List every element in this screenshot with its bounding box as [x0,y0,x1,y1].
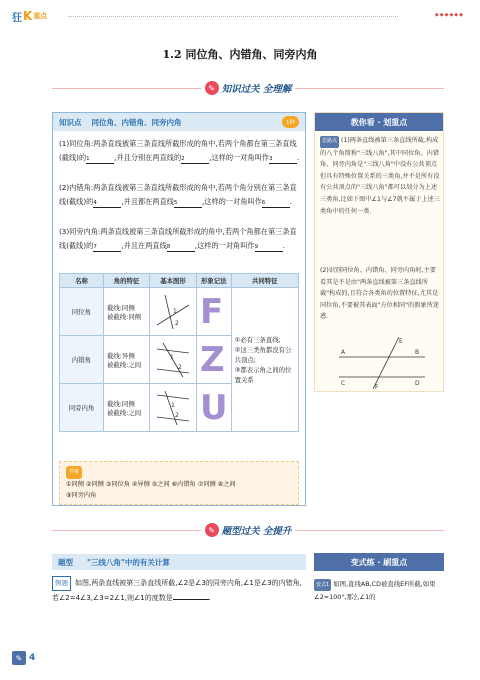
variant-tag: 变式1 [314,579,331,591]
banner-line-left [52,88,201,89]
svg-text:2: 2 [178,363,182,371]
page-number-value: 4 [29,653,36,663]
th-name: 名称 [60,274,104,288]
banner-text: 知识过关 全理解 [221,84,292,95]
knowledge-label: 知识点 [59,117,82,127]
logo-k: K [23,9,33,23]
svg-text:2: 2 [175,411,179,419]
answers-tag: 答案 [66,466,82,479]
question-type-label: 题型 [58,557,73,567]
th-feature: 角的特征 [104,274,150,288]
knowledge-banner [52,80,444,96]
tip-figure [337,335,427,391]
practice-banner [52,522,444,538]
blank-2[interactable]: 2 [181,155,209,164]
example-question: 例题 如图,两条直线被第三条直线所截,∠2是∠3的同旁内角,∠1是∠3的内错角,若∠2=4∠3,∠3=2∠1,则∠1的度数是 . [52,576,306,605]
tip-header: 教你看 · 划重点 [315,113,443,131]
brand-logo [12,9,60,23]
row-name: 内错角 [60,336,104,384]
header-divider [68,16,398,17]
tip-body-2: (2)识别同位角、内错角、同旁内角时,主要看其是不是由"两条直线被第三条直线所截"构成的,且符合各类角的位置特征,尤其是同位角,不要被其表面"方位相同"的假象所迷惑. [320,267,440,321]
mnemonic-letter: Z [197,336,232,384]
banner-text: 题型过关 全提升 [221,526,292,537]
answers-line-2: ⑨同旁内角 [66,492,97,499]
answers-line-1: ①同侧 ②同侧 ③同位角 ④异侧 ⑤之间 ⑥内错角 ⑦同侧 ⑧之间 [66,481,236,488]
tip-box [314,112,444,392]
row-feature: 截线:异侧 被截线:之间 [104,336,150,384]
logo-text-a: 狂 [12,12,22,24]
th-common: 共同特征 [231,274,298,288]
blank-4[interactable]: 4 [93,199,121,208]
example-tag: 例题 [52,576,71,591]
banner-line-right [295,530,444,531]
svg-text:A: A [341,349,346,356]
blank-3[interactable]: 3 [269,155,297,164]
svg-text:E: E [399,338,403,345]
section-title: 1.2 同位角、内错角、同旁内角 [162,48,318,61]
knowledge-title: 同位角、内错角、同旁内角 [91,117,182,127]
definition-3: (3)同旁内角:两条直线被第三条直线所截形成的角中,若两个角都在第三条直线(截线)的7 ,并且在两直线8 ,这样的一对角叫作9 . [59,227,297,250]
knowledge-header [53,113,305,131]
variant-header: 变式练 · 刷重点 [314,553,444,571]
row-name: 同旁内角 [60,384,104,432]
figure-interior [150,384,197,432]
angle-table [59,273,299,432]
knowledge-pill: 1种 [282,116,299,128]
definition-1: (1)同位角:两条直线被第三条直线所截形成的角中,若两个角都在第三条直线(截线)的1 ,并且分别在两直线的2 ,这样的一对角叫作3 . [59,139,300,162]
row-feature: 截线:同侧 被截线:之间 [104,384,150,432]
figure-corresponding [150,288,197,336]
knowledge-box [52,112,306,506]
svg-text:C: C [341,380,346,387]
common-features: ①必有三条直线; ②这三类角都没有公共顶点; ③都表示角之间的位置关系 [231,288,298,432]
page-icon: ✎ [12,651,26,665]
svg-text:B: B [415,349,420,356]
header-decoration: ◆◆◆◆◆◆ [434,12,464,18]
answers-box [59,461,299,505]
figure-alternate [150,336,197,384]
mnemonic-letter: F [197,288,232,336]
svg-text:1: 1 [170,353,174,361]
mnemonic-letter: U [197,384,232,432]
example-answer-blank[interactable] [173,591,209,600]
blank-5[interactable]: 5 [174,199,202,208]
page-number [12,650,42,666]
th-mnemonic: 形象记法 [197,274,232,288]
blank-9[interactable]: 9 [255,243,283,252]
blank-7[interactable]: 7 [93,243,121,252]
blank-1[interactable]: 1 [86,155,114,164]
svg-text:1: 1 [171,401,175,409]
row-name: 同位角 [60,288,104,336]
logo-text-rest: 重点 [33,12,48,20]
question-type-title: "三线八角"中的有关计算 [87,557,170,567]
svg-text:1: 1 [173,307,177,315]
question-type-header [52,554,306,570]
svg-text:2: 2 [175,319,179,327]
pen-icon: ✎ [205,523,219,537]
banner-line-left [52,530,201,531]
tip-body: 思路点 (1)两条直线被第三条直线所截,构成的八个角简称"三线八角",其中同位角、内错角、同旁内角是"三线八角"中没有公共顶点但具有特殊位置关系的三类角,并不是所有没有公共顶点的"三线八角"都可以划分为上述三类角,比如下图中∠1与∠7就不属于上述三类角中的任何一类. [320,137,440,215]
banner-line-right [295,88,444,89]
th-figure: 基本图形 [150,274,197,288]
svg-text:D: D [415,380,420,387]
tip-tag: 思路点 [320,136,339,148]
blank-8[interactable]: 8 [167,243,195,252]
svg-text:F: F [375,384,379,391]
pen-icon: ✎ [205,81,219,95]
blank-6[interactable]: 6 [262,199,290,208]
variant-question: 变式1 如图,直线AB,CD被直线EF所截,如果∠2=100°,那么∠1的 [314,580,436,601]
row-feature: 截线:同侧 被截线:同侧 [104,288,150,336]
definition-2: (2)内错角:两条直线被第三条直线所截形成的角中,若两个角分别在第三条直线(截线)的4 ,并且都在两直线5 ,这样的一对角叫作6 . [59,183,297,206]
